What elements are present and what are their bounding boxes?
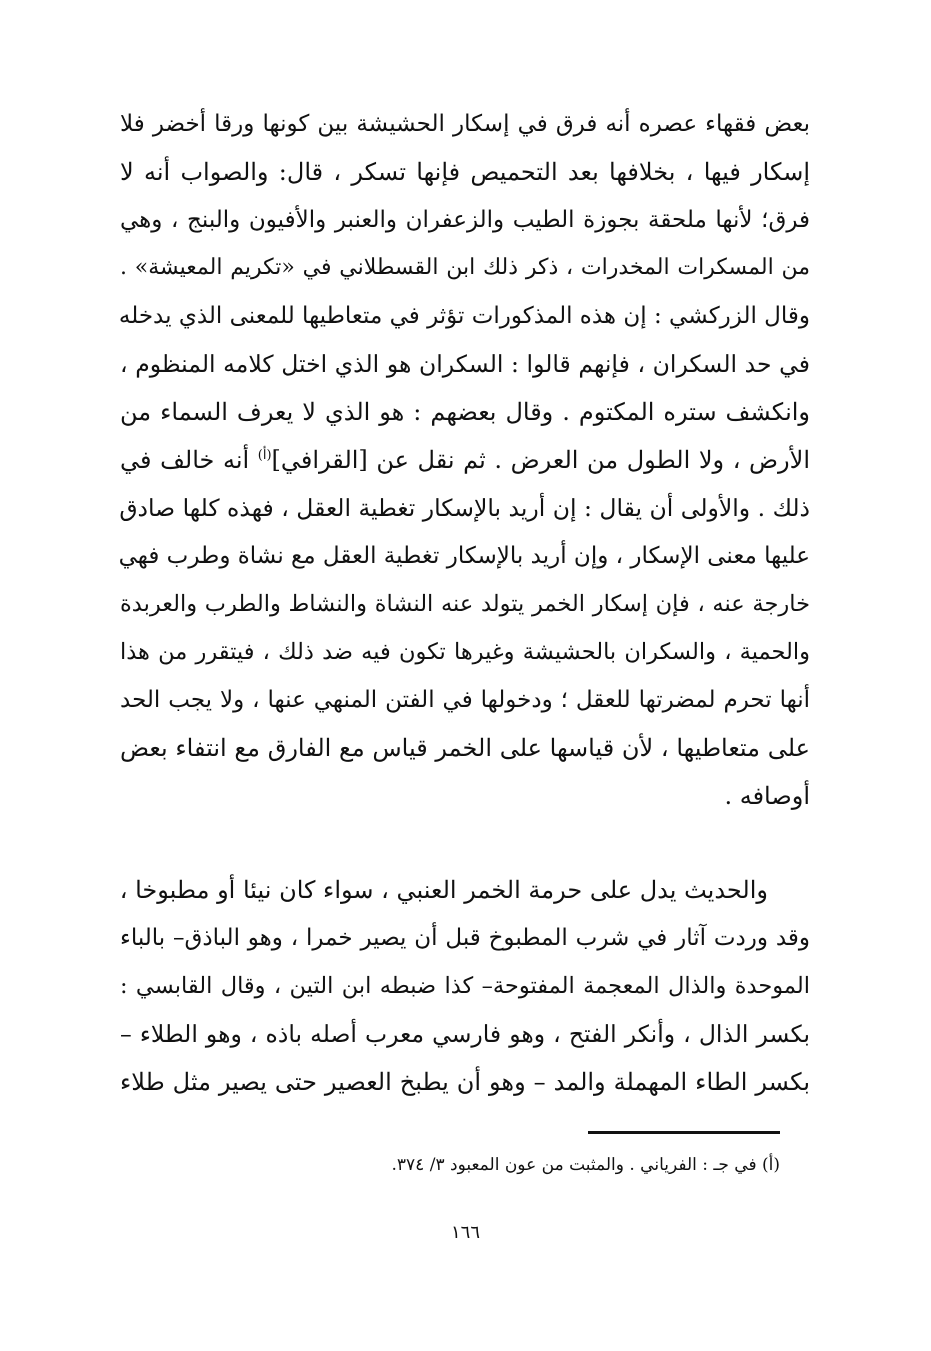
text-line: عليها معنى الإسكار ، وإن أريد بالإسكار تغطية العقل مع نشاة وطرب فهي [118, 543, 810, 569]
text-line: بعض فقهاء عصره أنه فرق في إسكار الحشيشة بين كونها ورقا أخضر فلا [120, 111, 810, 137]
text-line: والحديث يدل على حرمة الخمر العنبي ، سواء كان نيئا أو مطبوخا ، [119, 876, 768, 904]
text-line: وقال الزركشي : إن هذه المذكورات تؤثر في متعاطيها للمعنى الذي يدخله [118, 303, 810, 329]
footnote-separator-rule [588, 1131, 780, 1134]
text-line: بكسر الذال ، وأنكر الفتح ، وهو فارسي معرب أصله باذه ، وهو الطلاء – [120, 1020, 810, 1048]
text-segment: الأرض ، ولا الطول من العرض . ثم نقل عن [القرافي] [271, 446, 810, 474]
paragraph-2 [120, 866, 810, 1106]
text-line: ذلك . والأولى أن يقال : إن أريد بالإسكار تغطية العقل ، فهذه كلها صادق [119, 494, 810, 522]
text-line-with-footnote-ref [120, 436, 810, 484]
page-number: ١٦٦ [450, 1222, 480, 1243]
text-line: على متعاطيها ، لأن قياسها على الخمر قياس مع الفارق مع انتفاء بعض [120, 734, 810, 762]
text-segment: أنه خالف في [120, 446, 258, 474]
footnote: (أ) في جـ : الفرياني . والمثبت من عون المعبود ٣/ ٣٧٤. [391, 1155, 780, 1175]
text-line: الموحدة والذال المعجمة المفتوحة– كذا ضبطه ابن التين ، وقال القابسي : [120, 973, 810, 999]
text-line: وقد وردت آثار في شرب المطبوخ قبل أن يصير خمرا ، وهو الباذق– بالباء [120, 925, 810, 951]
text-line: وانكشف ستره المكتوم . وقال بعضهم : هو الذي لا يعرف السماء من [120, 398, 810, 426]
text-line: من المسكرات المخدرات ، ذكر ذلك ابن القسطلاني في «تكريم المعيشة» . [120, 255, 810, 280]
text-line: في حد السكران ، فإنهم قالوا : السكران هو الذي اختل كلامه المنظوم ، [120, 350, 810, 378]
text-line: بكسر الطاء المهملة والمد – وهو أن يطبخ العصير حتى يصير مثل طلاء [120, 1068, 810, 1096]
paragraph-1 [120, 100, 810, 820]
text-line: خارجة عنه ، فإن إسكار الخمر يتولد عنه النشاة والنشاط والطرب والعربدة [120, 591, 810, 617]
text-line: والحمية ، والسكران بالحشيشة وغيرها تكون فيه ضد ذلك ، فيتقرر من هذا [120, 639, 810, 665]
text-line: إسكار فيها ، بخلافها بعد التحميص فإنها تسكر ، قال: والصواب أنه لا [120, 158, 810, 186]
footnote-reference-marker: (أ) [257, 448, 272, 463]
text-line: أوصافه . [724, 782, 810, 810]
text-line: فرق؛ لأنها ملحقة بجوزة الطيب والزعفران والعنبر والأفيون والبنج ، وهي [120, 207, 810, 233]
text-line: أنها تحرم لمضرتها للعقل ؛ ودخولها في الفتن المنهي عنها ، ولا يجب الحد [120, 687, 810, 713]
